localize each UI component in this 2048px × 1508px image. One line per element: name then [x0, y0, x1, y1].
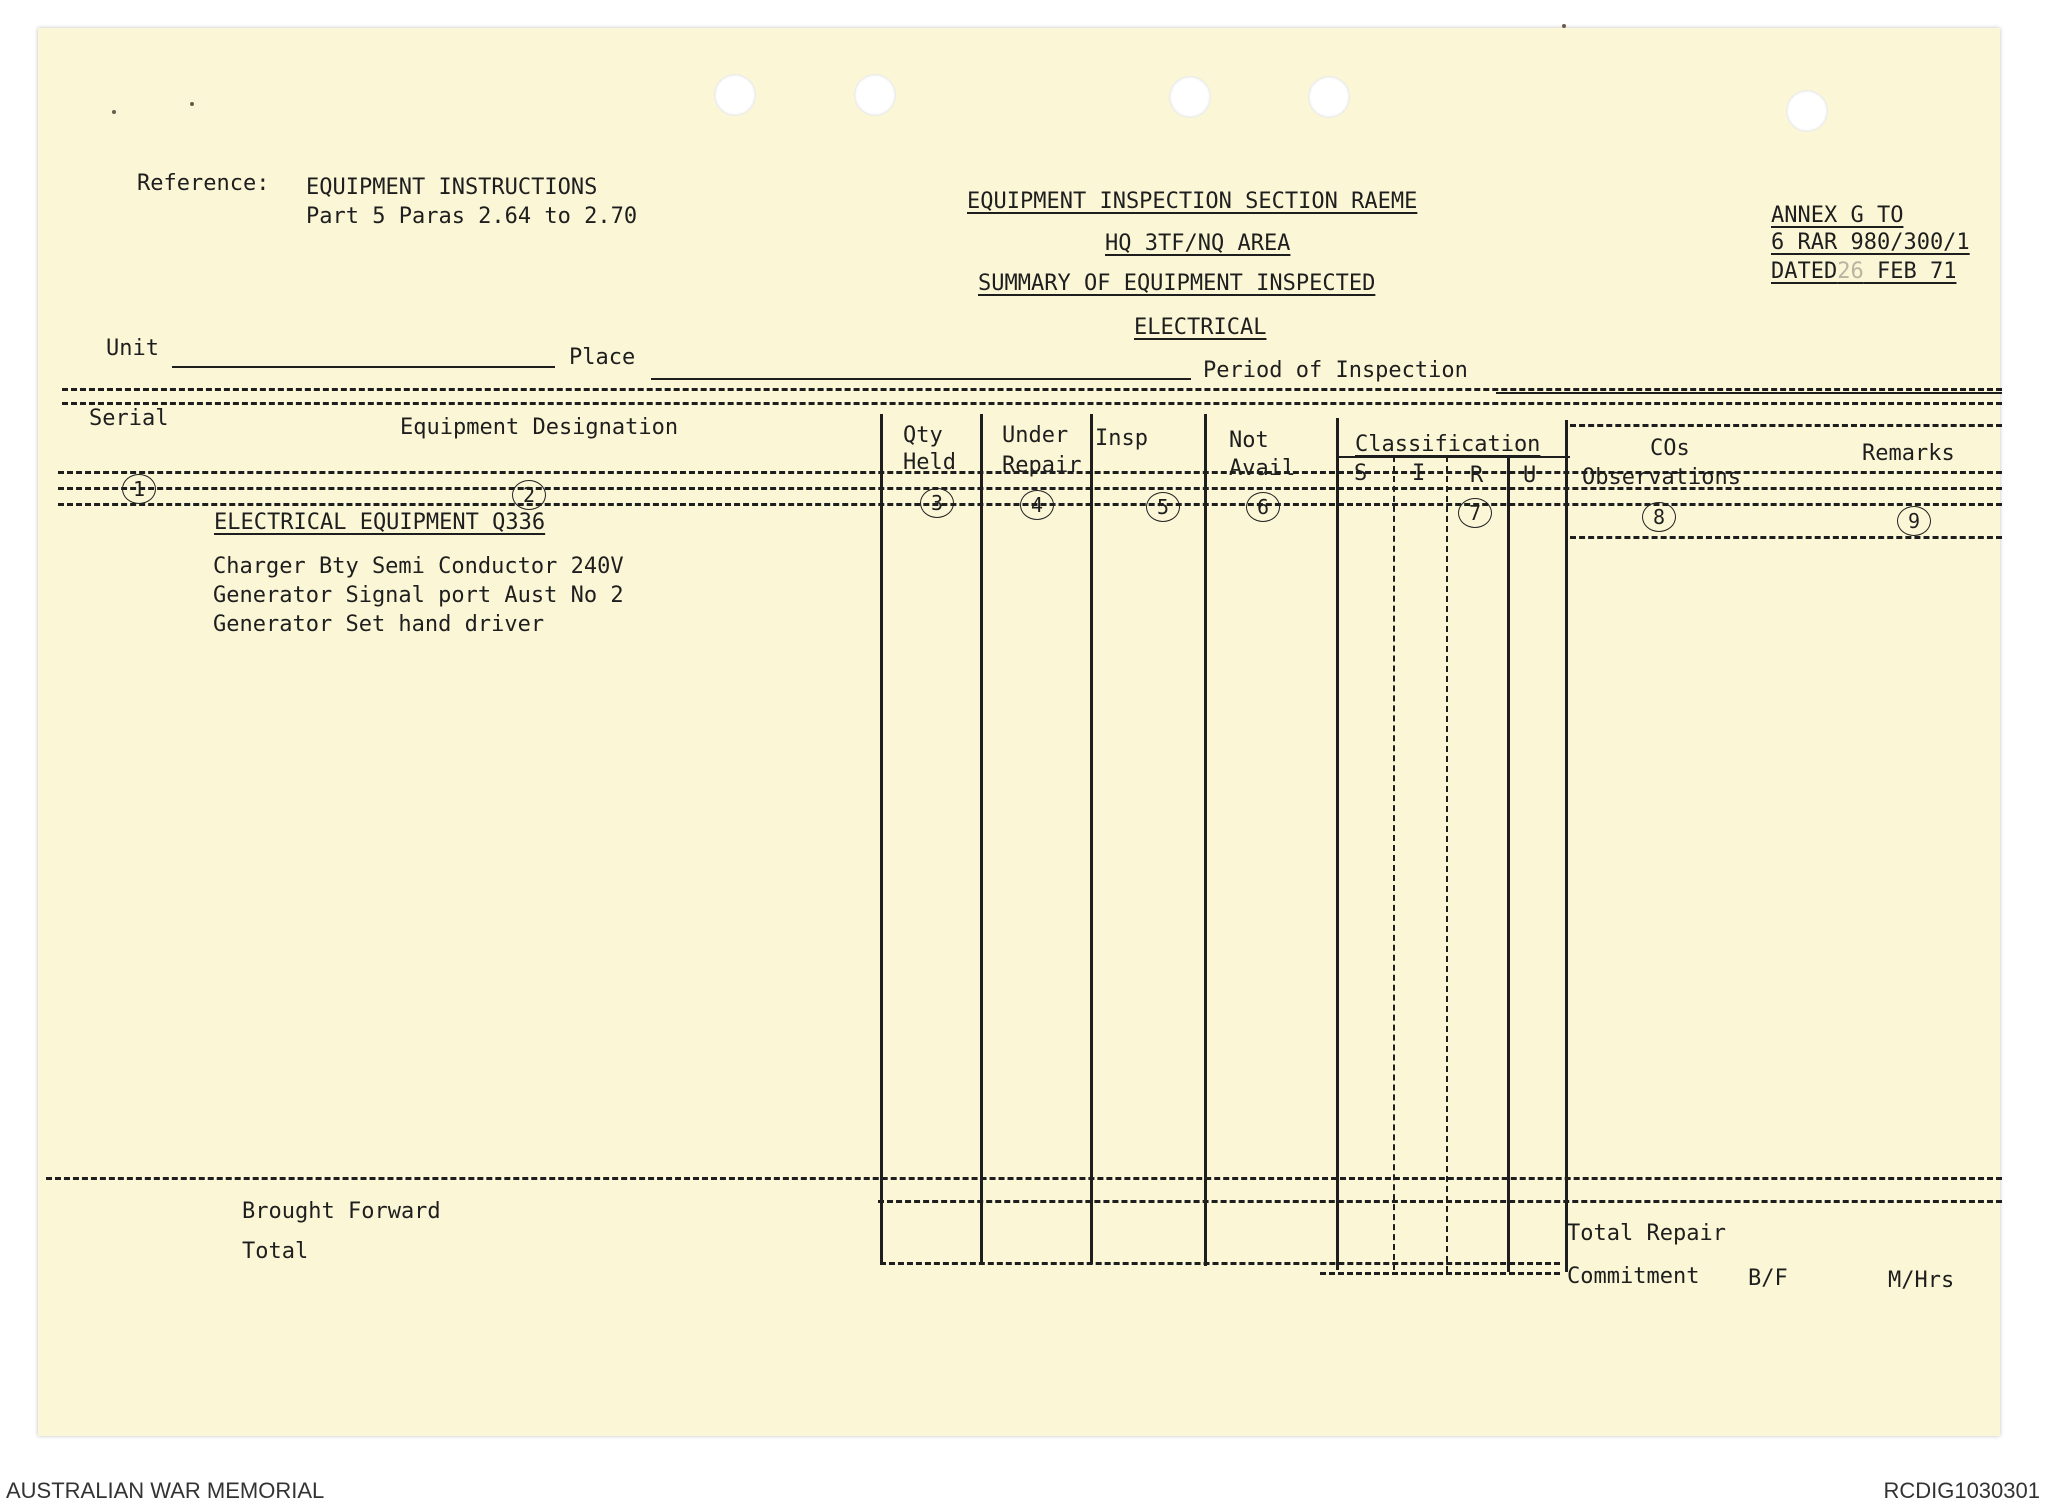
- reference-label: Reference:: [137, 171, 270, 196]
- col-header-cos-1: COs: [1650, 436, 1690, 461]
- col-header-under-2: Repair: [1002, 453, 1082, 478]
- col-header-remarks: Remarks: [1862, 441, 1955, 466]
- total-repair-label: Total Repair: [1567, 1221, 1726, 1246]
- speck: [1562, 24, 1566, 28]
- annex-dated-day: 26: [1837, 259, 1864, 284]
- title-hq: HQ 3TF/NQ AREA: [1105, 231, 1291, 256]
- punch-hole: [854, 74, 896, 116]
- col-number-8: 8: [1642, 502, 1676, 532]
- col-rule-insp: [1090, 414, 1093, 1264]
- col-number-6: 6: [1246, 492, 1280, 522]
- annex-line-3: [1771, 261, 1956, 283]
- col-number-7: 7: [1458, 498, 1492, 528]
- punch-hole: [1786, 90, 1828, 132]
- archive-label: AUSTRALIAN WAR MEMORIAL: [6, 1478, 325, 1503]
- right-header-rule: [1570, 424, 2002, 427]
- col-number-3: 3: [920, 488, 954, 518]
- col-rule-not: [1204, 414, 1207, 1266]
- col-header-insp: Insp: [1095, 426, 1148, 451]
- col-rule-qty: [880, 414, 883, 1264]
- punch-hole: [1308, 76, 1350, 118]
- col-number-1: 1: [122, 474, 156, 504]
- col-number-4: 4: [1020, 490, 1054, 520]
- bf-label: B/F: [1748, 1266, 1788, 1291]
- col-rule-class-r: [1507, 456, 1510, 1272]
- col-header-class-i: I: [1412, 461, 1426, 486]
- period-line: [1496, 392, 2002, 394]
- place-label: Place: [569, 345, 636, 370]
- body-bottom-rule: [46, 1177, 2002, 1180]
- punch-hole: [1169, 76, 1211, 118]
- reference-line-1: EQUIPMENT INSTRUCTIONS: [306, 175, 598, 200]
- col-header-cos-2: Observations: [1582, 465, 1741, 490]
- speck: [190, 102, 194, 106]
- unit-line: [172, 366, 555, 368]
- col-header-qty-2: Held: [903, 450, 956, 475]
- equipment-item: Generator Signal port Aust No 2: [213, 583, 624, 608]
- col-header-under-1: Under: [1002, 423, 1069, 448]
- mhrs-label: M/Hrs: [1888, 1268, 1955, 1293]
- col-number-5: 5: [1146, 492, 1180, 522]
- group-heading: ELECTRICAL EQUIPMENT Q336: [214, 510, 546, 535]
- table-top-rule: [62, 388, 2002, 391]
- col-rule-class-s: [1393, 456, 1395, 1270]
- col-header-not-1: Not: [1229, 428, 1269, 453]
- col-rule-class: [1336, 418, 1339, 1270]
- totals-bottom-rule-2: [1320, 1272, 1560, 1275]
- total-label: Total: [242, 1239, 309, 1264]
- col-number-9: 9: [1897, 506, 1931, 536]
- annex-dated-month-year: FEB 71: [1876, 259, 1957, 284]
- speck: [112, 110, 116, 114]
- annex-dated-label: DATED: [1771, 259, 1838, 284]
- place-line: [651, 378, 1191, 380]
- col-number-2: 2: [512, 480, 546, 510]
- table-top-rule-2: [62, 402, 2002, 405]
- col-header-designation: Equipment Designation: [400, 415, 679, 440]
- title-section: EQUIPMENT INSPECTION SECTION RAEME: [967, 189, 1418, 214]
- annex-line-2: 6 RAR 980/300/1: [1771, 230, 1970, 255]
- col-header-class-s: S: [1354, 461, 1368, 486]
- col-rule-class-i: [1446, 456, 1448, 1272]
- col-header-serial: Serial: [89, 406, 169, 431]
- punch-hole: [714, 74, 756, 116]
- title-category: ELECTRICAL: [1134, 315, 1267, 340]
- equipment-item: Charger Bty Semi Conductor 240V: [213, 554, 624, 579]
- title-summary: SUMMARY OF EQUIPMENT INSPECTED: [978, 271, 1376, 296]
- col-header-class-r: R: [1470, 463, 1484, 488]
- brought-forward-label: Brought Forward: [242, 1199, 441, 1224]
- totals-top-rule: [878, 1200, 2002, 1203]
- col-rule-cos: [1565, 420, 1568, 1272]
- annex-line-1: ANNEX G TO: [1771, 203, 1904, 228]
- col-rule-under: [980, 414, 983, 1264]
- commitment-label: Commitment: [1567, 1264, 1700, 1289]
- col-header-not-2: Avail: [1229, 456, 1296, 481]
- col-header-qty-1: Qty: [903, 423, 943, 448]
- body-top-rule: [1570, 536, 2002, 539]
- reference-line-2: Part 5 Paras 2.64 to 2.70: [306, 204, 638, 229]
- col-header-class-u: U: [1523, 463, 1537, 488]
- col-header-classification: Classification: [1355, 432, 1541, 457]
- unit-label: Unit: [106, 336, 159, 361]
- archive-id: RCDIG1030301: [1883, 1478, 2040, 1503]
- equipment-item: Generator Set hand driver: [213, 612, 545, 637]
- period-label: Period of Inspection: [1203, 358, 1468, 383]
